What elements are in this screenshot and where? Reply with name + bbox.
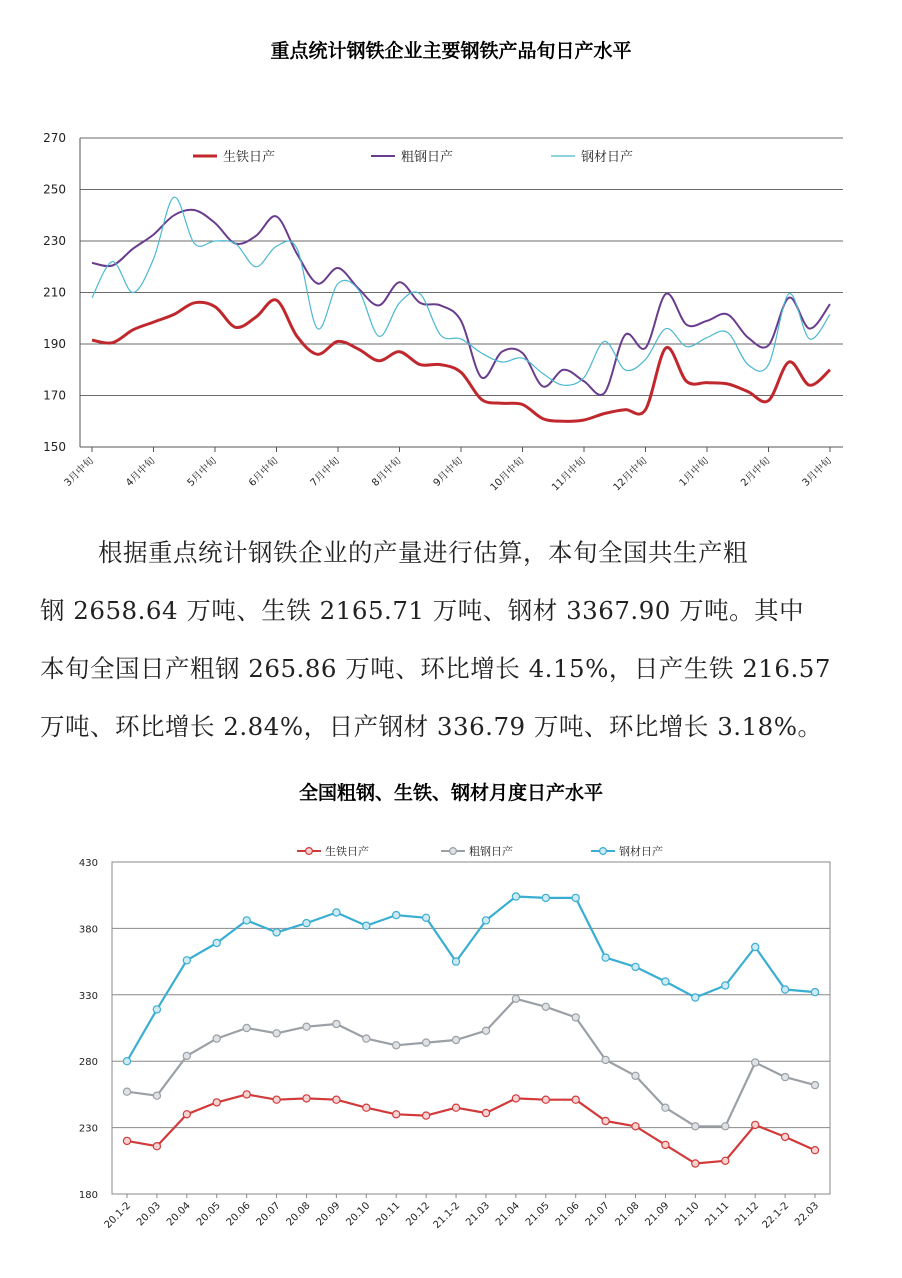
- chart2-data-point: [782, 986, 789, 993]
- chart2-x-tick-label: 21.08: [613, 1200, 642, 1229]
- chart2-data-point: [482, 1027, 489, 1034]
- chart2-data-point: [183, 957, 190, 964]
- chart2-x-tick-label: 20.1-2: [102, 1200, 134, 1231]
- chart2-x-tick-label: 20.04: [164, 1200, 193, 1229]
- chart2-data-point: [632, 1072, 639, 1079]
- chart2-data-point: [782, 1074, 789, 1081]
- chart2-legend-label: 钢材日产: [619, 845, 663, 858]
- chart1-x-tick-label: 11月中旬: [550, 455, 589, 494]
- chart2-data-point: [632, 1123, 639, 1130]
- chart2-data-point: [183, 1052, 190, 1059]
- chart2-x-tick-label: 20.07: [254, 1200, 283, 1229]
- chart2-x-tick-label: 20.06: [224, 1200, 253, 1229]
- chart1-x-tick-label: 12月中旬: [611, 455, 650, 494]
- chart2-data-point: [811, 1082, 818, 1089]
- chart1-legend-label: 钢材日产: [581, 150, 634, 165]
- chart1-y-tick-label: 150: [43, 440, 66, 454]
- chart2-data-point: [662, 1104, 669, 1111]
- chart1-series-line-3: [92, 197, 830, 385]
- chart2-y-tick-label: 180: [78, 1190, 98, 1201]
- chart2-data-point: [213, 1035, 220, 1042]
- paragraph-line-1: 根据重点统计钢铁企业的产量进行估算，本旬全国共生产粗: [98, 538, 748, 567]
- chart1-x-tick-label: 8月中旬: [370, 455, 404, 489]
- chart2-x-tick-label: 21.04: [493, 1200, 522, 1229]
- chart2-data-point: [752, 1059, 759, 1066]
- chart1-x-tick-label: 1月中旬: [677, 455, 712, 489]
- chart2-data-point: [542, 894, 549, 901]
- chart2-x-tick-label: 21.11: [703, 1200, 732, 1229]
- chart2-x-tick-label: 20.11: [374, 1200, 403, 1229]
- chart2-data-point: [183, 1111, 190, 1118]
- chart1-x-tick-label: 9月中旬: [431, 455, 466, 489]
- chart2-x-tick-label: 21.09: [643, 1200, 672, 1229]
- chart2-data-point: [602, 1117, 609, 1124]
- chart2-data-point: [393, 1042, 400, 1049]
- chart2-y-tick-label: 380: [78, 924, 98, 936]
- chart2-data-point: [273, 929, 280, 936]
- chart2-data-point: [692, 1123, 699, 1130]
- chart2-data-point: [123, 1137, 130, 1144]
- chart2-data-point: [512, 1095, 519, 1102]
- chart2-data-point: [363, 1104, 370, 1111]
- chart2-svg: [0, 820, 902, 1260]
- chart2-data-point: [243, 917, 250, 924]
- chart1-x-tick-label: 5月中旬: [185, 455, 220, 489]
- chart2-x-tick-label: 22.1-2: [760, 1200, 792, 1231]
- chart2-y-tick-label: 430: [78, 858, 98, 869]
- chart2-data-point: [811, 1147, 818, 1154]
- chart1-x-tick-label: 2月中旬: [739, 455, 773, 489]
- chart2-data-point: [662, 978, 669, 985]
- chart2-legend-marker: [306, 848, 313, 855]
- chart2-data-point: [333, 1096, 340, 1103]
- chart2-data-point: [692, 1160, 699, 1167]
- chart1-y-tick-label: 230: [43, 234, 66, 248]
- chart2-x-tick-label: 20.03: [135, 1200, 164, 1229]
- chart1-title: 重点统计钢铁企业主要钢铁产品旬日产水平: [270, 40, 632, 62]
- paragraph-line-2: 钢 2658.64 万吨、生铁 2165.71 万吨、钢材 3367.90 万吨。其中: [40, 596, 805, 625]
- chart2-data-point: [393, 912, 400, 919]
- chart2-data-point: [572, 1096, 579, 1103]
- chart2-data-point: [482, 1109, 489, 1116]
- chart1-y-tick-label: 190: [43, 337, 66, 351]
- chart2-data-point: [303, 1023, 310, 1030]
- chart2-legend-label: 粗钢日产: [469, 845, 513, 858]
- chart2-data-point: [123, 1088, 130, 1095]
- chart2-x-tick-label: 21.12: [733, 1200, 762, 1229]
- chart2-data-point: [542, 1096, 549, 1103]
- chart2-data-point: [363, 1035, 370, 1042]
- chart2-x-tick-label: 21.1-2: [431, 1200, 463, 1231]
- chart1-y-tick-label: 210: [43, 285, 66, 300]
- chart2-data-point: [153, 1092, 160, 1099]
- chart2-x-tick-label: 21.10: [673, 1200, 702, 1229]
- chart2-data-point: [482, 917, 489, 924]
- paragraph-line-4: 万吨、环比增长 2.84%，日产钢材 336.79 万吨、环比增长 3.18%。: [40, 712, 823, 741]
- paragraph-line-3: 本旬全国日产粗钢 265.86 万吨、环比增长 4.15%，日产生铁 216.57: [40, 654, 831, 683]
- chart2-title: 全国粗钢、生铁、钢材月度日产水平: [298, 782, 603, 804]
- chart2-data-point: [423, 1039, 430, 1046]
- chart2-y-tick-label: 230: [78, 1123, 98, 1135]
- chart1-x-tick-label: 6月中旬: [247, 455, 281, 489]
- chart2-data-point: [393, 1111, 400, 1118]
- chart2-data-point: [512, 995, 519, 1002]
- chart2-x-tick-label: 21.07: [583, 1200, 612, 1229]
- chart2-series-line-2: [127, 999, 815, 1127]
- chart2-data-point: [722, 1123, 729, 1130]
- chart2-data-point: [602, 954, 609, 961]
- chart2-data-point: [273, 1030, 280, 1037]
- chart2-data-point: [752, 1121, 759, 1128]
- chart2-data-point: [572, 1014, 579, 1021]
- chart2-data-point: [752, 943, 759, 950]
- chart2-y-tick-label: 280: [78, 1057, 98, 1069]
- chart2-data-point: [602, 1056, 609, 1063]
- chart2-data-point: [722, 1157, 729, 1164]
- chart2-data-point: [692, 994, 699, 1001]
- chart2-x-tick-label: 20.09: [314, 1200, 343, 1229]
- chart2-data-point: [572, 894, 579, 901]
- chart2-legend-label: 生铁日产: [325, 845, 369, 858]
- chart2-x-tick-label: 20.05: [194, 1200, 223, 1229]
- chart2-data-point: [423, 1112, 430, 1119]
- chart1-y-tick-label: 270: [43, 131, 66, 145]
- chart2-data-point: [452, 1036, 459, 1043]
- chart2-data-point: [452, 958, 459, 965]
- chart1-x-tick-label: 3月中旬: [62, 455, 97, 489]
- chart2-series-line-1: [127, 1094, 815, 1163]
- chart2-x-tick-label: 21.03: [464, 1200, 493, 1229]
- chart2-legend-marker: [600, 848, 607, 855]
- chart2-data-point: [452, 1104, 459, 1111]
- chart1-x-tick-label: 3月中旬: [800, 455, 835, 489]
- chart2-data-point: [811, 989, 818, 996]
- chart2-data-point: [782, 1133, 789, 1140]
- chart2-data-point: [662, 1141, 669, 1148]
- chart1-x-tick-label: 10月中旬: [488, 455, 527, 494]
- chart1-y-tick-label: 170: [43, 388, 66, 403]
- chart2-data-point: [632, 963, 639, 970]
- chart2-data-point: [363, 922, 370, 929]
- chart2-data-point: [722, 982, 729, 989]
- chart2-data-point: [273, 1096, 280, 1103]
- chart2-data-point: [542, 1003, 549, 1010]
- chart1-x-tick-label: 7月中旬: [308, 455, 343, 489]
- chart2-x-tick-label: 20.12: [404, 1200, 433, 1229]
- chart2-data-point: [213, 1099, 220, 1106]
- chart1-y-tick-label: 250: [43, 182, 66, 197]
- chart2-data-point: [512, 893, 519, 900]
- chart2-data-point: [243, 1024, 250, 1031]
- chart2-data-point: [243, 1091, 250, 1098]
- chart2-data-point: [153, 1006, 160, 1013]
- chart1-legend-label: 粗钢日产: [401, 150, 454, 165]
- chart1-x-tick-label: 4月中旬: [124, 455, 158, 489]
- chart2-data-point: [303, 920, 310, 927]
- chart1-svg: [0, 90, 902, 510]
- chart1-series-line-1: [92, 300, 830, 422]
- chart2-x-tick-label: 21.05: [523, 1200, 552, 1229]
- chart2-data-point: [213, 939, 220, 946]
- chart2-data-point: [123, 1058, 130, 1065]
- summary-paragraph: [40, 524, 845, 756]
- chart2-plot-frame: [112, 862, 830, 1194]
- chart2-x-tick-label: 20.10: [344, 1200, 373, 1229]
- chart2-data-point: [303, 1095, 310, 1102]
- chart2-data-point: [423, 914, 430, 921]
- chart2-data-point: [333, 909, 340, 916]
- chart2-x-tick-label: 20.08: [284, 1200, 313, 1229]
- chart2-x-tick-label: 22.03: [793, 1200, 822, 1229]
- chart1-legend-label: 生铁日产: [223, 150, 276, 165]
- chart2-legend-marker: [450, 848, 457, 855]
- chart2-y-tick-label: 330: [78, 990, 98, 1002]
- chart2-data-point: [333, 1020, 340, 1027]
- chart2-x-tick-label: 21.06: [553, 1200, 582, 1229]
- chart2-data-point: [153, 1143, 160, 1150]
